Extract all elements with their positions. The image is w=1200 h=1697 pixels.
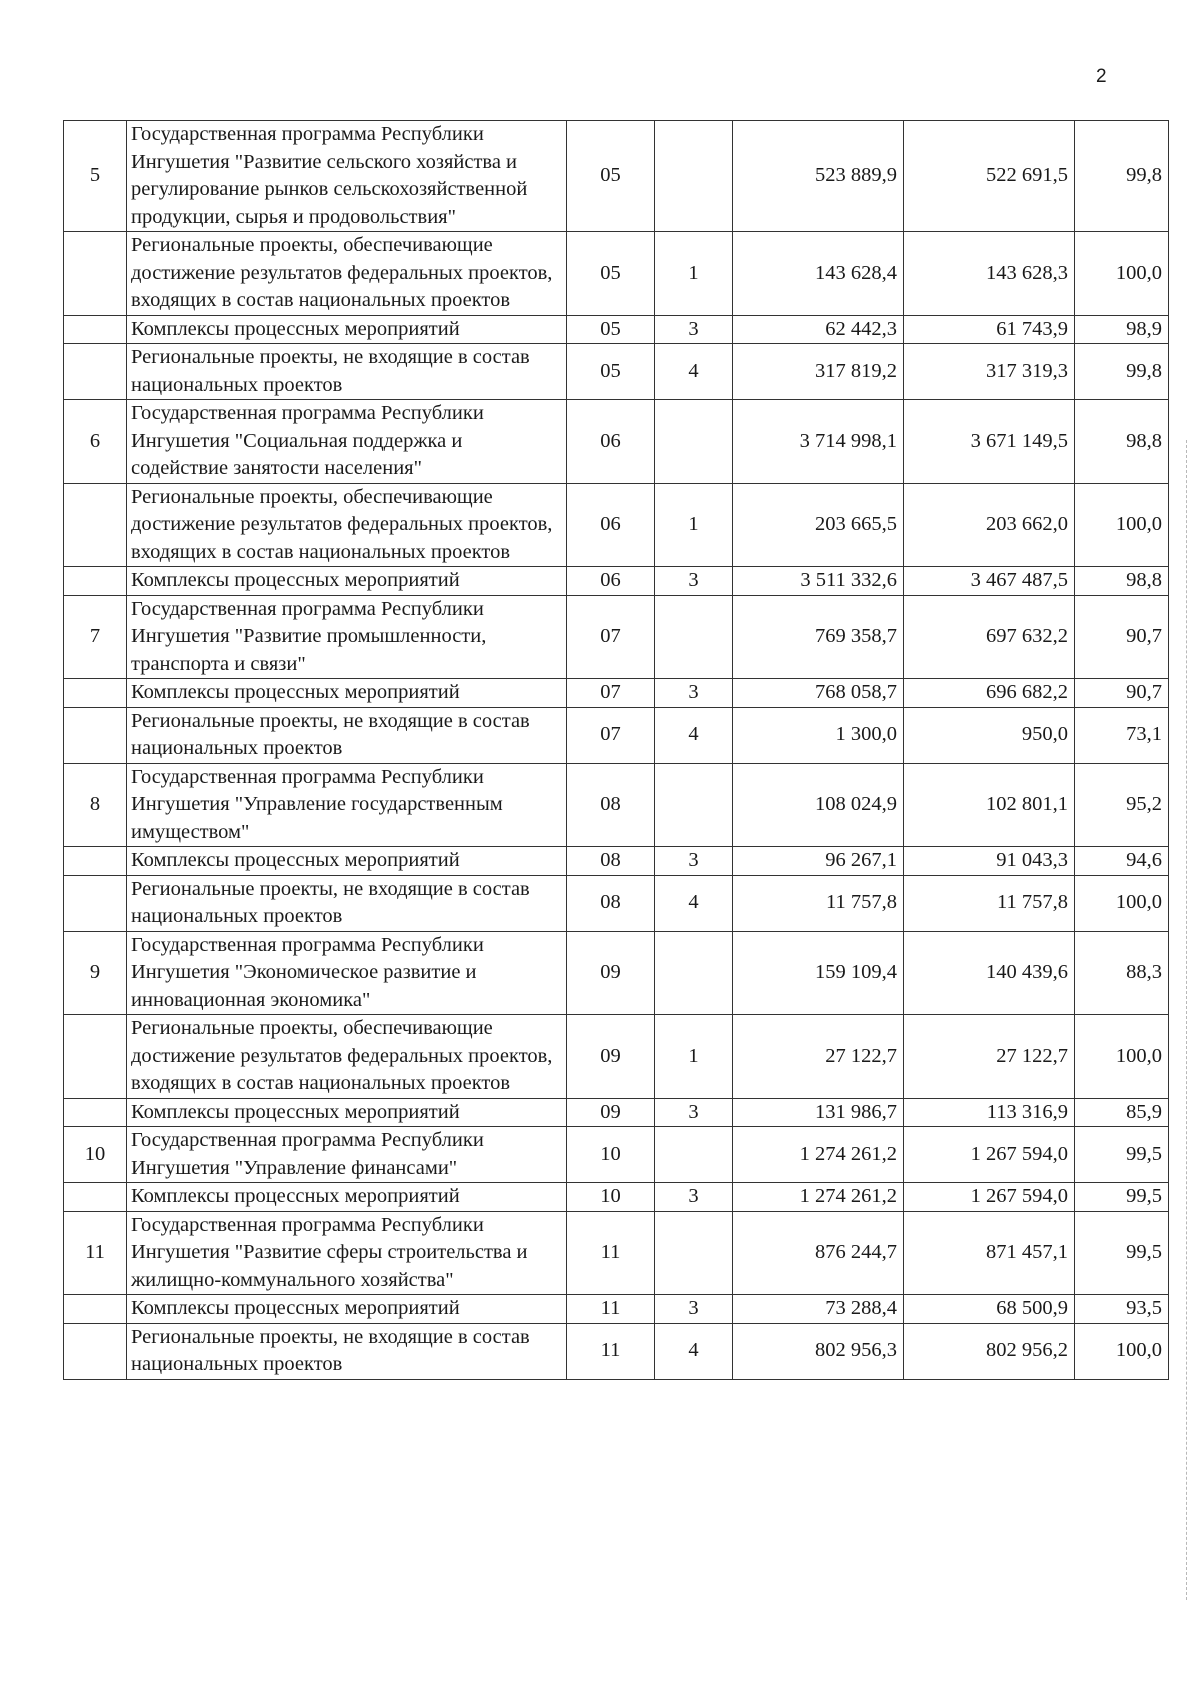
actual-amount-cell: 1 267 594,0 bbox=[904, 1127, 1075, 1183]
subprogram-code-cell bbox=[655, 1127, 733, 1183]
planned-amount-cell: 1 274 261,2 bbox=[733, 1183, 904, 1212]
execution-percent-cell: 94,6 bbox=[1075, 847, 1169, 876]
program-name-cell: Региональные проекты, обеспечивающие достижение результатов федеральных проектов, входящих в состав национальных проектов bbox=[127, 1015, 567, 1099]
table-row bbox=[64, 931, 1169, 1015]
table-row bbox=[64, 567, 1169, 596]
execution-percent-cell: 95,2 bbox=[1075, 763, 1169, 847]
program-name-cell: Комплексы процессных мероприятий bbox=[127, 567, 567, 596]
program-name-cell: Государственная программа Республики Ингушетия "Социальная поддержка и содействие занятости населения" bbox=[127, 400, 567, 484]
row-number-cell bbox=[64, 1295, 127, 1324]
table-row bbox=[64, 344, 1169, 400]
program-code-cell: 11 bbox=[567, 1211, 655, 1295]
subprogram-code-cell: 3 bbox=[655, 847, 733, 876]
subprogram-code-cell bbox=[655, 931, 733, 1015]
table-row bbox=[64, 595, 1169, 679]
row-number-cell bbox=[64, 1183, 127, 1212]
program-code-cell: 06 bbox=[567, 567, 655, 596]
table-row bbox=[64, 483, 1169, 567]
program-code-cell: 07 bbox=[567, 595, 655, 679]
planned-amount-cell: 131 986,7 bbox=[733, 1098, 904, 1127]
table-row bbox=[64, 315, 1169, 344]
execution-percent-cell: 100,0 bbox=[1075, 483, 1169, 567]
actual-amount-cell: 113 316,9 bbox=[904, 1098, 1075, 1127]
program-code-cell: 09 bbox=[567, 1015, 655, 1099]
page-number: 2 bbox=[1096, 66, 1107, 87]
subprogram-code-cell bbox=[655, 595, 733, 679]
table-row bbox=[64, 847, 1169, 876]
planned-amount-cell: 1 300,0 bbox=[733, 707, 904, 763]
row-number-cell bbox=[64, 847, 127, 876]
program-name-cell: Государственная программа Республики Ингушетия "Управление государственным имуществом" bbox=[127, 763, 567, 847]
program-code-cell: 10 bbox=[567, 1127, 655, 1183]
execution-percent-cell: 73,1 bbox=[1075, 707, 1169, 763]
subprogram-code-cell bbox=[655, 763, 733, 847]
subprogram-code-cell: 1 bbox=[655, 232, 733, 316]
program-name-cell: Комплексы процессных мероприятий bbox=[127, 1295, 567, 1324]
program-code-cell: 09 bbox=[567, 931, 655, 1015]
program-name-cell: Государственная программа Республики Ингушетия "Управление финансами" bbox=[127, 1127, 567, 1183]
planned-amount-cell: 523 889,9 bbox=[733, 121, 904, 232]
subprogram-code-cell: 4 bbox=[655, 707, 733, 763]
actual-amount-cell: 1 267 594,0 bbox=[904, 1183, 1075, 1212]
planned-amount-cell: 802 956,3 bbox=[733, 1323, 904, 1379]
execution-percent-cell: 99,8 bbox=[1075, 121, 1169, 232]
program-code-cell: 05 bbox=[567, 344, 655, 400]
actual-amount-cell: 143 628,3 bbox=[904, 232, 1075, 316]
program-name-cell: Государственная программа Республики Ингушетия "Экономическое развитие и инновационная экономика" bbox=[127, 931, 567, 1015]
program-code-cell: 08 bbox=[567, 847, 655, 876]
subprogram-code-cell: 3 bbox=[655, 1295, 733, 1324]
program-name-cell: Комплексы процессных мероприятий bbox=[127, 1183, 567, 1212]
planned-amount-cell: 1 274 261,2 bbox=[733, 1127, 904, 1183]
actual-amount-cell: 68 500,9 bbox=[904, 1295, 1075, 1324]
subprogram-code-cell: 3 bbox=[655, 1098, 733, 1127]
planned-amount-cell: 108 024,9 bbox=[733, 763, 904, 847]
execution-percent-cell: 90,7 bbox=[1075, 679, 1169, 708]
subprogram-code-cell: 3 bbox=[655, 315, 733, 344]
execution-percent-cell: 98,8 bbox=[1075, 400, 1169, 484]
row-number-cell bbox=[64, 875, 127, 931]
actual-amount-cell: 203 662,0 bbox=[904, 483, 1075, 567]
subprogram-code-cell bbox=[655, 400, 733, 484]
actual-amount-cell: 317 319,3 bbox=[904, 344, 1075, 400]
program-name-cell: Комплексы процессных мероприятий bbox=[127, 847, 567, 876]
table-row bbox=[64, 875, 1169, 931]
row-number-cell: 10 bbox=[64, 1127, 127, 1183]
execution-percent-cell: 100,0 bbox=[1075, 232, 1169, 316]
actual-amount-cell: 696 682,2 bbox=[904, 679, 1075, 708]
budget-execution-table bbox=[63, 120, 1169, 1380]
table-row bbox=[64, 1098, 1169, 1127]
subprogram-code-cell: 1 bbox=[655, 1015, 733, 1099]
row-number-cell bbox=[64, 679, 127, 708]
program-name-cell: Региональные проекты, не входящие в состав национальных проектов bbox=[127, 875, 567, 931]
actual-amount-cell: 802 956,2 bbox=[904, 1323, 1075, 1379]
subprogram-code-cell: 3 bbox=[655, 679, 733, 708]
execution-percent-cell: 98,8 bbox=[1075, 567, 1169, 596]
program-name-cell: Комплексы процессных мероприятий bbox=[127, 1098, 567, 1127]
table-row bbox=[64, 1183, 1169, 1212]
table-row bbox=[64, 679, 1169, 708]
table-row bbox=[64, 707, 1169, 763]
planned-amount-cell: 3 511 332,6 bbox=[733, 567, 904, 596]
subprogram-code-cell bbox=[655, 121, 733, 232]
program-code-cell: 05 bbox=[567, 121, 655, 232]
row-number-cell: 5 bbox=[64, 121, 127, 232]
row-number-cell bbox=[64, 707, 127, 763]
table-row bbox=[64, 1015, 1169, 1099]
program-code-cell: 08 bbox=[567, 763, 655, 847]
planned-amount-cell: 3 714 998,1 bbox=[733, 400, 904, 484]
scan-edge-line bbox=[1186, 440, 1188, 1600]
planned-amount-cell: 96 267,1 bbox=[733, 847, 904, 876]
row-number-cell bbox=[64, 567, 127, 596]
row-number-cell bbox=[64, 483, 127, 567]
table-row bbox=[64, 1127, 1169, 1183]
program-name-cell: Региональные проекты, не входящие в состав национальных проектов bbox=[127, 707, 567, 763]
actual-amount-cell: 11 757,8 bbox=[904, 875, 1075, 931]
execution-percent-cell: 99,5 bbox=[1075, 1211, 1169, 1295]
row-number-cell bbox=[64, 315, 127, 344]
row-number-cell bbox=[64, 344, 127, 400]
program-code-cell: 11 bbox=[567, 1295, 655, 1324]
execution-percent-cell: 90,7 bbox=[1075, 595, 1169, 679]
planned-amount-cell: 73 288,4 bbox=[733, 1295, 904, 1324]
table-row bbox=[64, 763, 1169, 847]
program-code-cell: 07 bbox=[567, 679, 655, 708]
program-code-cell: 09 bbox=[567, 1098, 655, 1127]
execution-percent-cell: 99,8 bbox=[1075, 344, 1169, 400]
program-code-cell: 10 bbox=[567, 1183, 655, 1212]
subprogram-code-cell bbox=[655, 1211, 733, 1295]
actual-amount-cell: 3 671 149,5 bbox=[904, 400, 1075, 484]
actual-amount-cell: 61 743,9 bbox=[904, 315, 1075, 344]
actual-amount-cell: 697 632,2 bbox=[904, 595, 1075, 679]
subprogram-code-cell: 1 bbox=[655, 483, 733, 567]
table-row bbox=[64, 1323, 1169, 1379]
planned-amount-cell: 143 628,4 bbox=[733, 232, 904, 316]
actual-amount-cell: 3 467 487,5 bbox=[904, 567, 1075, 596]
planned-amount-cell: 876 244,7 bbox=[733, 1211, 904, 1295]
subprogram-code-cell: 4 bbox=[655, 344, 733, 400]
planned-amount-cell: 27 122,7 bbox=[733, 1015, 904, 1099]
table-row bbox=[64, 121, 1169, 232]
program-code-cell: 07 bbox=[567, 707, 655, 763]
execution-percent-cell: 100,0 bbox=[1075, 1323, 1169, 1379]
actual-amount-cell: 871 457,1 bbox=[904, 1211, 1075, 1295]
subprogram-code-cell: 3 bbox=[655, 1183, 733, 1212]
execution-percent-cell: 100,0 bbox=[1075, 875, 1169, 931]
execution-percent-cell: 99,5 bbox=[1075, 1183, 1169, 1212]
planned-amount-cell: 317 819,2 bbox=[733, 344, 904, 400]
program-code-cell: 05 bbox=[567, 315, 655, 344]
program-name-cell: Региональные проекты, не входящие в состав национальных проектов bbox=[127, 344, 567, 400]
row-number-cell: 11 bbox=[64, 1211, 127, 1295]
table-row bbox=[64, 400, 1169, 484]
actual-amount-cell: 102 801,1 bbox=[904, 763, 1075, 847]
program-code-cell: 06 bbox=[567, 400, 655, 484]
row-number-cell bbox=[64, 1098, 127, 1127]
planned-amount-cell: 11 757,8 bbox=[733, 875, 904, 931]
table-body bbox=[64, 121, 1169, 1380]
execution-percent-cell: 93,5 bbox=[1075, 1295, 1169, 1324]
actual-amount-cell: 522 691,5 bbox=[904, 121, 1075, 232]
program-code-cell: 05 bbox=[567, 232, 655, 316]
program-code-cell: 06 bbox=[567, 483, 655, 567]
program-name-cell: Комплексы процессных мероприятий bbox=[127, 315, 567, 344]
program-code-cell: 08 bbox=[567, 875, 655, 931]
execution-percent-cell: 85,9 bbox=[1075, 1098, 1169, 1127]
table-row bbox=[64, 232, 1169, 316]
row-number-cell bbox=[64, 1323, 127, 1379]
planned-amount-cell: 768 058,7 bbox=[733, 679, 904, 708]
program-name-cell: Государственная программа Республики Ингушетия "Развитие промышленности, транспорта и связи" bbox=[127, 595, 567, 679]
actual-amount-cell: 140 439,6 bbox=[904, 931, 1075, 1015]
row-number-cell: 8 bbox=[64, 763, 127, 847]
program-name-cell: Региональные проекты, не входящие в состав национальных проектов bbox=[127, 1323, 567, 1379]
actual-amount-cell: 27 122,7 bbox=[904, 1015, 1075, 1099]
execution-percent-cell: 99,5 bbox=[1075, 1127, 1169, 1183]
table-row bbox=[64, 1211, 1169, 1295]
program-code-cell: 11 bbox=[567, 1323, 655, 1379]
execution-percent-cell: 100,0 bbox=[1075, 1015, 1169, 1099]
program-name-cell: Комплексы процессных мероприятий bbox=[127, 679, 567, 708]
actual-amount-cell: 91 043,3 bbox=[904, 847, 1075, 876]
execution-percent-cell: 98,9 bbox=[1075, 315, 1169, 344]
subprogram-code-cell: 3 bbox=[655, 567, 733, 596]
row-number-cell: 6 bbox=[64, 400, 127, 484]
subprogram-code-cell: 4 bbox=[655, 1323, 733, 1379]
planned-amount-cell: 769 358,7 bbox=[733, 595, 904, 679]
program-name-cell: Государственная программа Республики Ингушетия "Развитие сельского хозяйства и регулирование рынков сельскохозяйственной продукции, сырья и продовольствия" bbox=[127, 121, 567, 232]
row-number-cell bbox=[64, 1015, 127, 1099]
program-name-cell: Региональные проекты, обеспечивающие достижение результатов федеральных проектов, входящих в состав национальных проектов bbox=[127, 232, 567, 316]
row-number-cell: 9 bbox=[64, 931, 127, 1015]
table-row bbox=[64, 1295, 1169, 1324]
actual-amount-cell: 950,0 bbox=[904, 707, 1075, 763]
row-number-cell: 7 bbox=[64, 595, 127, 679]
subprogram-code-cell: 4 bbox=[655, 875, 733, 931]
program-name-cell: Государственная программа Республики Ингушетия "Развитие сферы строительства и жилищно-коммунального хозяйства" bbox=[127, 1211, 567, 1295]
planned-amount-cell: 159 109,4 bbox=[733, 931, 904, 1015]
planned-amount-cell: 203 665,5 bbox=[733, 483, 904, 567]
planned-amount-cell: 62 442,3 bbox=[733, 315, 904, 344]
program-name-cell: Региональные проекты, обеспечивающие достижение результатов федеральных проектов, входящих в состав национальных проектов bbox=[127, 483, 567, 567]
row-number-cell bbox=[64, 232, 127, 316]
execution-percent-cell: 88,3 bbox=[1075, 931, 1169, 1015]
